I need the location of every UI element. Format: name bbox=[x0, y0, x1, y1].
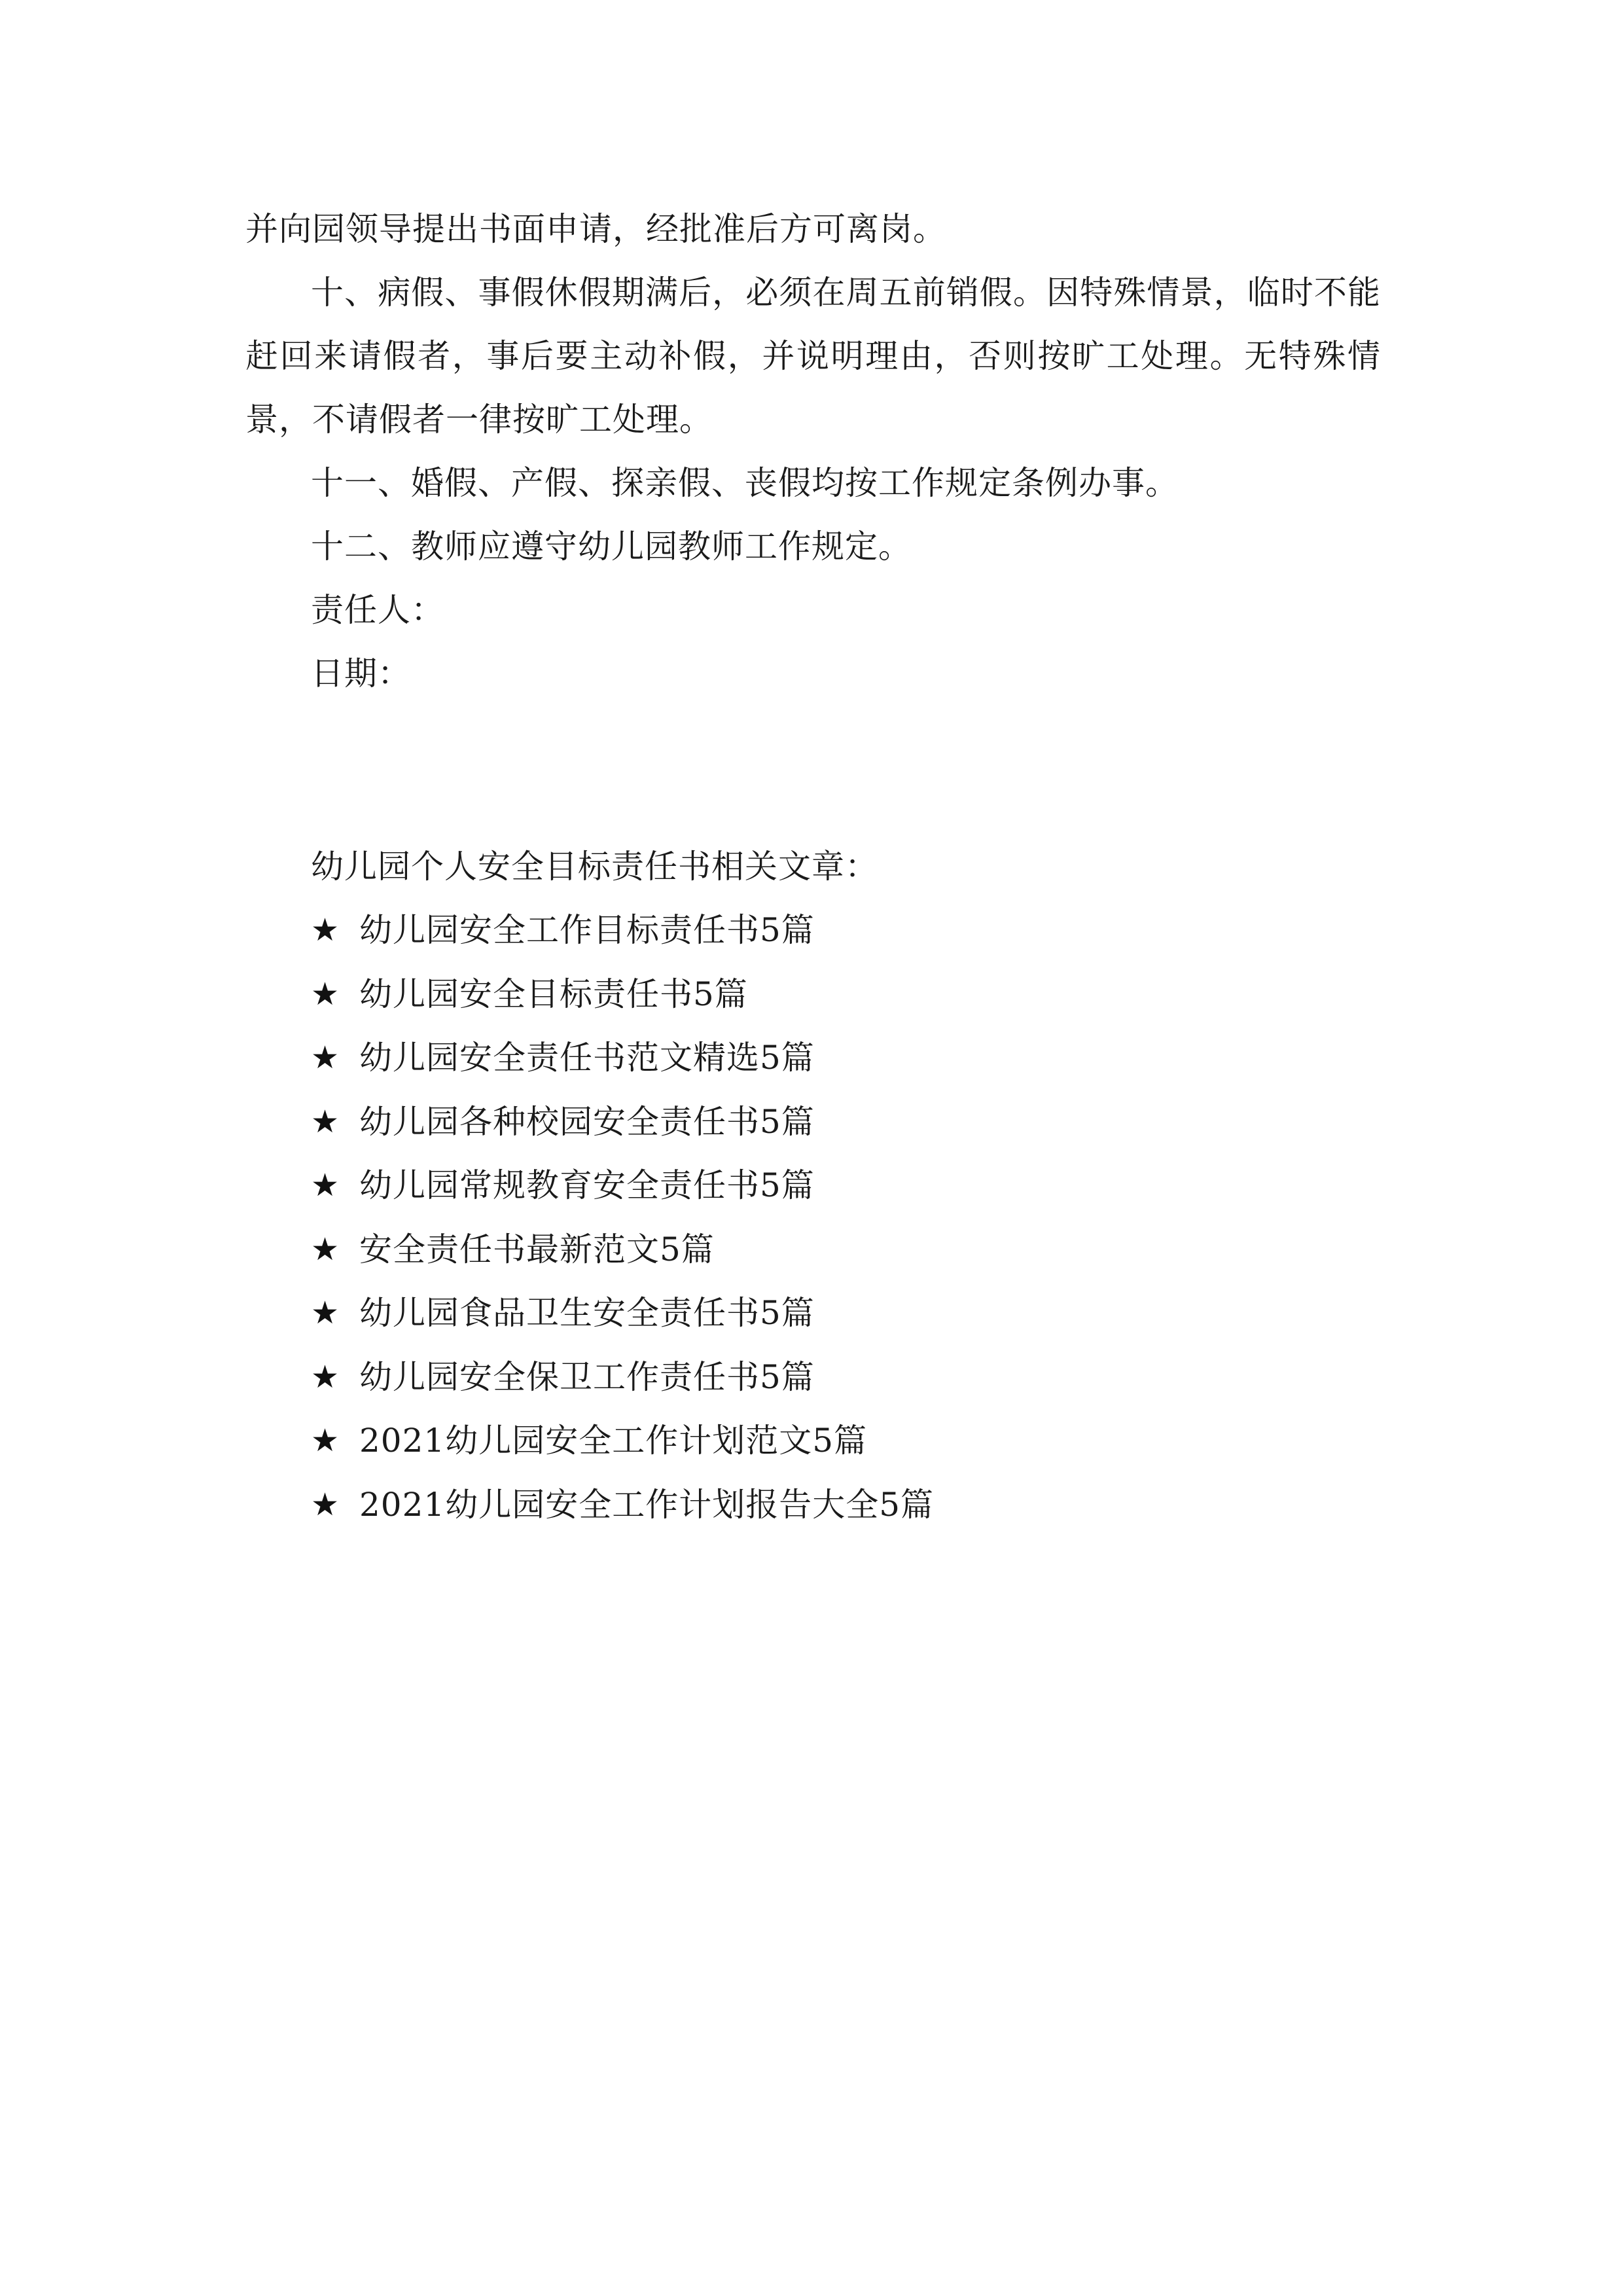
related-article-link[interactable]: 幼儿园常规教育安全责任书5篇 bbox=[359, 1166, 815, 1205]
star-icon: ★ bbox=[311, 1422, 340, 1460]
paragraph-continuation: 并向园领导提出书面申请，经批准后方可离岗。 bbox=[245, 210, 946, 248]
related-article-link[interactable]: 2021幼儿园安全工作计划范文5篇 bbox=[359, 1422, 868, 1460]
list-item[interactable] bbox=[311, 899, 1358, 963]
related-article-link[interactable]: 幼儿园安全责任书范文精选5篇 bbox=[359, 1039, 815, 1077]
star-icon: ★ bbox=[311, 1230, 340, 1268]
list-item[interactable] bbox=[311, 1282, 1358, 1346]
list-item[interactable] bbox=[311, 1090, 1358, 1155]
date-label: 日期： bbox=[311, 655, 411, 692]
list-item[interactable] bbox=[311, 1154, 1358, 1218]
related-article-link[interactable]: 幼儿园安全保卫工作责任书5篇 bbox=[359, 1357, 815, 1396]
paragraph-item-11: 十一、婚假、产假、探亲假、丧假均按工作规定条例办事。 bbox=[311, 464, 1179, 502]
related-article-link[interactable]: 2021幼儿园安全工作计划报告大全5篇 bbox=[359, 1485, 935, 1524]
responsible-person-label: 责任人： bbox=[311, 591, 444, 629]
star-icon: ★ bbox=[311, 1103, 340, 1140]
list-item[interactable] bbox=[311, 963, 1358, 1027]
list-item[interactable] bbox=[311, 1218, 1358, 1282]
star-icon: ★ bbox=[311, 912, 340, 949]
paragraph-item-12: 十二、教师应遵守幼儿园教师工作规定。 bbox=[311, 528, 912, 565]
star-icon: ★ bbox=[311, 1486, 340, 1523]
related-article-link[interactable]: 安全责任书最新范文5篇 bbox=[359, 1230, 715, 1268]
star-icon: ★ bbox=[311, 1295, 340, 1332]
related-article-link[interactable]: 幼儿园安全目标责任书5篇 bbox=[359, 975, 748, 1013]
list-item[interactable] bbox=[311, 1409, 1358, 1473]
related-articles-list bbox=[311, 899, 1358, 1537]
document-body bbox=[245, 198, 1381, 706]
star-icon: ★ bbox=[311, 1039, 340, 1077]
related-article-link[interactable]: 幼儿园各种校园安全责任书5篇 bbox=[359, 1102, 815, 1141]
star-icon: ★ bbox=[311, 1358, 340, 1395]
list-item[interactable] bbox=[311, 1473, 1358, 1537]
related-articles bbox=[311, 835, 1358, 1537]
related-articles-title: 幼儿园个人安全目标责任书相关文章： bbox=[311, 848, 878, 886]
star-icon: ★ bbox=[311, 1167, 340, 1204]
list-item[interactable] bbox=[311, 1026, 1358, 1090]
related-article-link[interactable]: 幼儿园食品卫生安全责任书5篇 bbox=[359, 1294, 815, 1333]
star-icon: ★ bbox=[311, 975, 340, 1013]
list-item[interactable] bbox=[311, 1346, 1358, 1410]
paragraph-item-10: 十、病假、事假休假期满后，必须在周五前销假。因特殊情景，临时不能赶回来请假者，事后要主动补假，并说明理由，否则按旷工处理。无特殊情景，不请假者一律按旷工处理。 bbox=[245, 274, 1381, 439]
related-article-link[interactable]: 幼儿园安全工作目标责任书5篇 bbox=[359, 911, 815, 950]
